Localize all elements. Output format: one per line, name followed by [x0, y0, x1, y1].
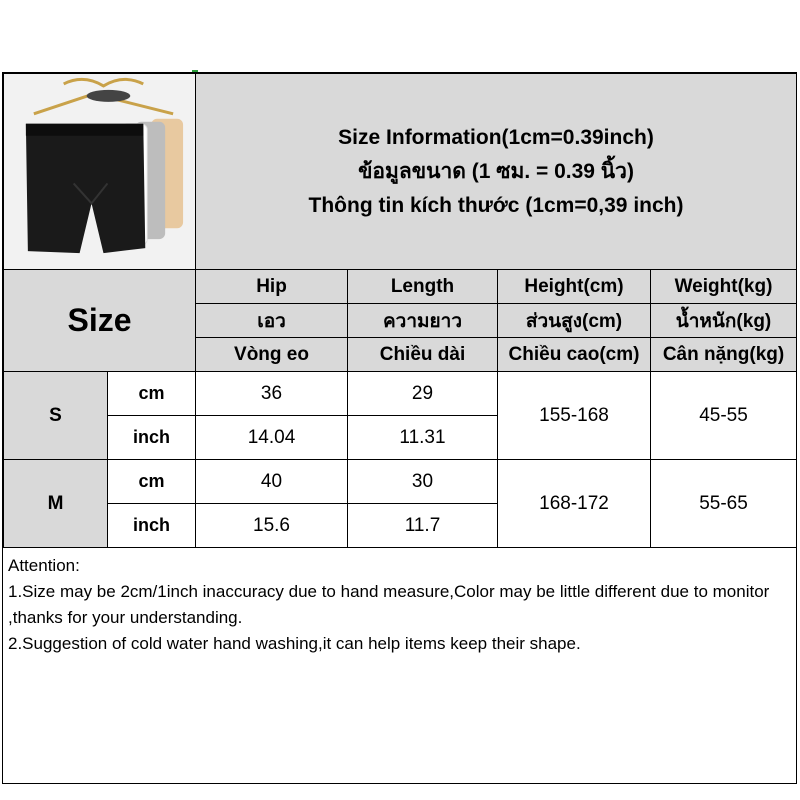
- attention-notes: [8, 553, 793, 657]
- header-hip-vi: Vòng eo: [196, 338, 348, 372]
- info-line-thai: ข้อมูลขนาด (1 ซม. = 0.39 นิ้ว): [358, 159, 634, 183]
- table-row: [4, 460, 797, 504]
- size-information-header: [196, 74, 797, 270]
- size-s-label: S: [4, 372, 108, 460]
- hip-cm-value: 40: [196, 460, 348, 504]
- attention-line-2: 2.Suggestion of cold water hand washing,it can help items keep their shape.: [8, 634, 581, 653]
- info-line-vietnamese: Thông tin kích thước (1cm=0,39 inch): [308, 193, 684, 217]
- info-line-english: Size Information(1cm=0.39inch): [338, 125, 654, 149]
- hip-inch-value: 15.6: [196, 504, 348, 548]
- unit-cm: cm: [108, 372, 196, 416]
- height-range-value: 155-168: [498, 372, 651, 460]
- unit-inch: inch: [108, 504, 196, 548]
- weight-range-value: 45-55: [651, 372, 797, 460]
- header-weight-th: น้ำหนัก(kg): [651, 304, 797, 338]
- header-weight-en: Weight(kg): [651, 270, 797, 304]
- length-inch-value: 11.31: [348, 416, 498, 460]
- size-chart-sheet: [2, 72, 797, 784]
- size-label: Size: [4, 270, 196, 372]
- product-photo: [4, 74, 196, 270]
- weight-range-value: 55-65: [651, 460, 797, 548]
- shorts-on-hangers-image: [4, 74, 195, 269]
- length-cm-value: 30: [348, 460, 498, 504]
- height-range-value: 168-172: [498, 460, 651, 548]
- header-height-en: Height(cm): [498, 270, 651, 304]
- header-length-th: ความยาว: [348, 304, 498, 338]
- header-hip-th: เอว: [196, 304, 348, 338]
- attention-title: Attention:: [8, 556, 80, 575]
- header-length-en: Length: [348, 270, 498, 304]
- unit-cm: cm: [108, 460, 196, 504]
- hip-inch-value: 14.04: [196, 416, 348, 460]
- header-length-vi: Chiều dài: [348, 338, 498, 372]
- length-inch-value: 11.7: [348, 504, 498, 548]
- header-weight-vi: Cân nặng(kg): [651, 338, 797, 372]
- length-cm-value: 29: [348, 372, 498, 416]
- header-height-th: ส่วนสูง(cm): [498, 304, 651, 338]
- size-table: [3, 73, 797, 548]
- size-m-label: M: [4, 460, 108, 548]
- table-row: [4, 372, 797, 416]
- header-hip-en: Hip: [196, 270, 348, 304]
- hip-cm-value: 36: [196, 372, 348, 416]
- attention-line-1: 1.Size may be 2cm/1inch inaccuracy due to hand measure,Color may be little different due to monitor ,thanks for your understanding.: [8, 582, 770, 627]
- header-height-vi: Chiều cao(cm): [498, 338, 651, 372]
- unit-inch: inch: [108, 416, 196, 460]
